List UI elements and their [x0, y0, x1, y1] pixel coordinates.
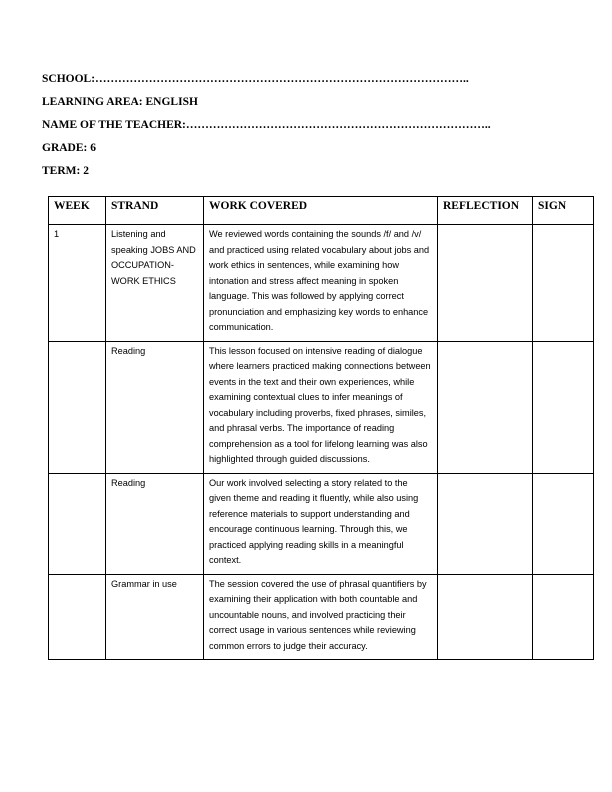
strand-cell: Reading [106, 341, 204, 473]
reflection-cell [438, 473, 533, 574]
column-header-sign: SIGN [533, 197, 594, 225]
week-cell: 1 [49, 225, 106, 342]
table-header-row [49, 197, 594, 225]
table-row [49, 225, 594, 342]
strand-cell: Reading [106, 473, 204, 574]
sign-cell [533, 341, 594, 473]
school-line: SCHOOL:…………………………………………………………………………………….. [42, 73, 469, 85]
term-line: TERM: 2 [42, 165, 89, 177]
work-covered-cell: This lesson focused on intensive reading of dialogue where learners practiced making connections between events in the text and their own experiences, while examining contextual clues to infer meanings of vocabulary including proverbs, fixed phrases, similes, and phrasal verbs. The importance of reading comprehension as a tool for lifelong learning was also highlighted through guided discussions. [204, 341, 438, 473]
column-header-strand: STRAND [106, 197, 204, 225]
table-row [49, 341, 594, 473]
strand-cell: Grammar in use [106, 574, 204, 660]
column-header-week: WEEK [49, 197, 106, 225]
sign-cell [533, 473, 594, 574]
week-cell [49, 574, 106, 660]
reflection-cell [438, 225, 533, 342]
learning-area-line: LEARNING AREA: ENGLISH [42, 96, 198, 108]
sign-cell [533, 225, 594, 342]
reflection-cell [438, 341, 533, 473]
work-covered-cell: We reviewed words containing the sounds /f/ and /v/ and practiced using related vocabulary about jobs and work ethics in sentences, while examining how intonation and stress affect meaning in spoken language. This was followed by applying correct pronunciation and emphasizing key words to enhance communication. [204, 225, 438, 342]
document-header [42, 72, 582, 187]
work-covered-cell: The session covered the use of phrasal quantifiers by examining their application with both countable and uncountable nouns, and involved practicing their correct usage in various sentences while reviewing common errors to judge their accuracy. [204, 574, 438, 660]
work-record-table [48, 196, 594, 660]
week-cell [49, 473, 106, 574]
table-row [49, 473, 594, 574]
column-header-reflection: REFLECTION [438, 197, 533, 225]
teacher-name-line: NAME OF THE TEACHER:…………………………………………………………………….. [42, 119, 491, 131]
week-cell [49, 341, 106, 473]
table-row [49, 574, 594, 660]
grade-line: GRADE: 6 [42, 142, 96, 154]
work-covered-cell: Our work involved selecting a story related to the given theme and reading it fluently, while also using reference materials to support understanding and encourage continuous learning. Through this, we practiced applying reading skills in a meaningful context. [204, 473, 438, 574]
strand-cell: Listening and speaking JOBS AND OCCUPATION-WORK ETHICS [106, 225, 204, 342]
reflection-cell [438, 574, 533, 660]
sign-cell [533, 574, 594, 660]
column-header-work-covered: WORK COVERED [204, 197, 438, 225]
